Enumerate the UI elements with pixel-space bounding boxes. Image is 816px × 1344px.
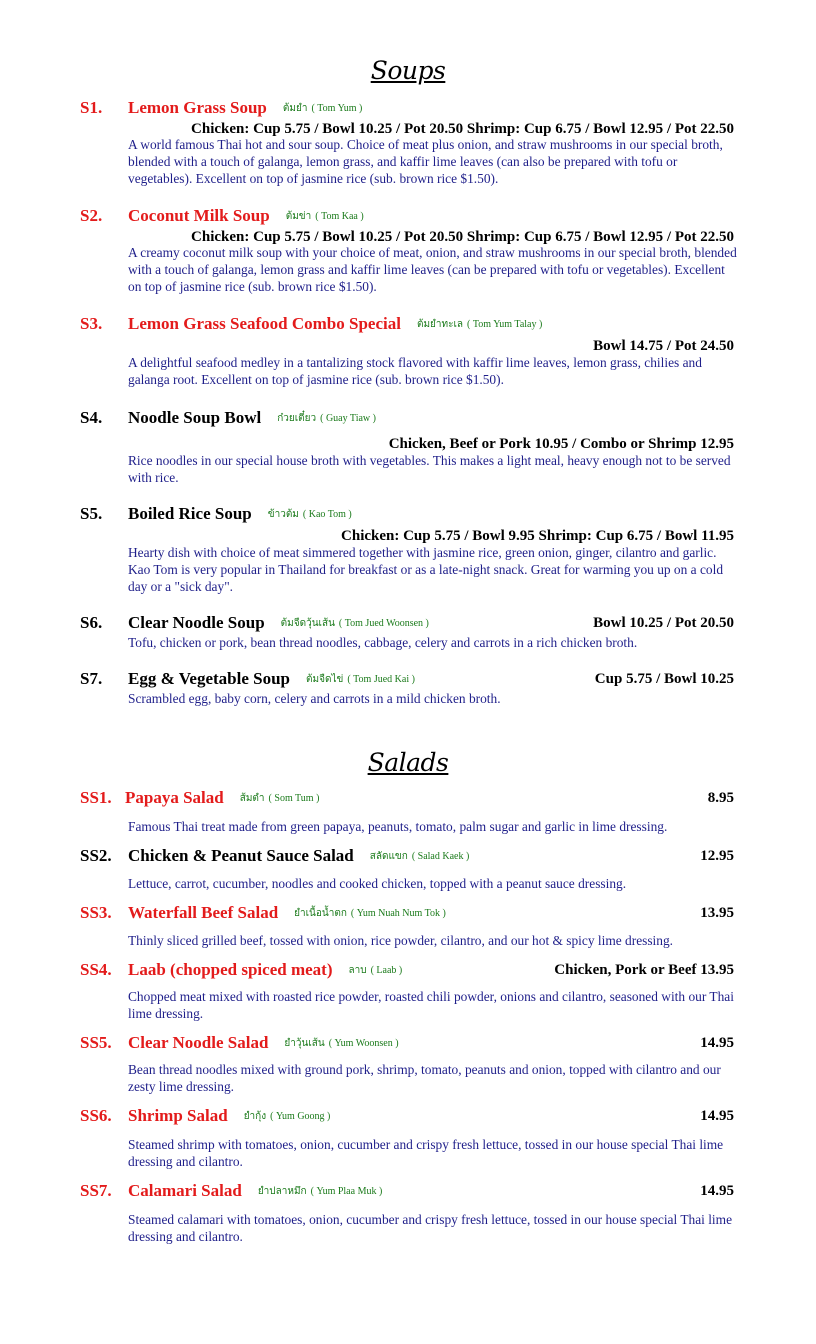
- menu-item-name: [128, 846, 469, 867]
- menu-item-description: Scrambled egg, baby corn, celery and carrots in a mild chicken broth.: [128, 691, 501, 706]
- transliteration: ( Tom Yum ): [311, 103, 363, 114]
- item-name-text: Clear Noodle Soup: [128, 613, 265, 632]
- thai-name: [284, 1038, 398, 1049]
- thai-script: สลัดแขก: [369, 851, 408, 862]
- transliteration: ( Tom Jued Kai ): [347, 674, 415, 685]
- item-name-text: Papaya Salad: [125, 788, 224, 807]
- transliteration: ( Yum Plaa Muk ): [310, 1186, 383, 1197]
- menu-item-description: Famous Thai treat made from green papaya, peanuts, tomato, palm sugar and garlic in lime dressing.: [128, 819, 668, 834]
- transliteration: ( Yum Goong ): [270, 1111, 331, 1122]
- menu-item-price: 14.95: [700, 1035, 734, 1051]
- menu-item-description: Bean thread noodles mixed with ground pork, shrimp, tomato, peanuts and onion, topped with cilantro and our zesty lime dressing.: [128, 1062, 721, 1094]
- thai-name: [281, 618, 429, 629]
- menu-item-name: [128, 504, 352, 525]
- menu-item-description: Steamed calamari with tomatoes, onion, cucumber and crispy fresh lettuce, tossed in our house special Thai lime dressing and cilantro.: [128, 1212, 733, 1244]
- thai-name: [283, 103, 362, 114]
- menu-item-code: S4.: [80, 408, 103, 427]
- menu-item-price: Chicken, Beef or Pork 10.95 / Combo or Shrimp 12.95: [388, 436, 734, 452]
- menu-item-price: 14.95: [700, 1183, 734, 1199]
- menu-item-price: Chicken: Cup 5.75 / Bowl 10.25 / Pot 20.50 Shrimp: Cup 6.75 / Bowl 12.95 / Pot 22.50: [191, 229, 734, 245]
- item-name-text: Calamari Salad: [128, 1181, 242, 1200]
- menu-item-description: Chopped meat mixed with roasted rice powder, roasted chili powder, onions and cilantro, seasoned with our Thai lime dressing.: [128, 989, 734, 1021]
- menu-item-description: A creamy coconut milk soup with your choice of meat, onion, and straw mushrooms in our special broth, blended with a touch of galanga, lemon grass and kaffir lime leaves (can be prepared with tofu or vegetables). Excellent on top of jasmine rice (sub. brown rice $1.50).: [128, 245, 737, 294]
- menu-item-description: Thinly sliced grilled beef, tossed with onion, rice powder, cilantro, and our hot & spicy lime dressing.: [128, 933, 674, 948]
- menu-item-name: [128, 903, 446, 924]
- menu-item-price: 14.95: [700, 1108, 734, 1124]
- thai-script: ยำกุ้ง: [243, 1111, 267, 1122]
- transliteration: ( Guay Tiaw ): [320, 413, 376, 424]
- menu-item-name: [128, 1181, 382, 1202]
- thai-name: [258, 1186, 382, 1197]
- menu-item-description: A world famous Thai hot and sour soup. Choice of meat plus onion, and straw mushrooms in our special broth, blended with a touch of galanga, lemon grass, and kaffir lime leaves (can also be prepared with tofu or vegetables). Excellent on top of jasmine rice (sub. brown rice $1.50).: [128, 137, 723, 186]
- thai-name: [294, 908, 446, 919]
- transliteration: ( Kao Tom ): [302, 509, 352, 520]
- thai-name: [244, 1111, 331, 1122]
- menu-item-code: SS5.: [80, 1033, 112, 1052]
- menu-item-code: SS1.: [80, 788, 112, 807]
- thai-name: [277, 413, 376, 424]
- menu-item-price: Bowl 14.75 / Pot 24.50: [593, 338, 734, 354]
- thai-name: [240, 793, 320, 804]
- menu-item-code: SS7.: [80, 1181, 112, 1200]
- transliteration: ( Salad Kaek ): [411, 851, 470, 862]
- menu-item-description: A delightful seafood medley in a tantalizing stock flavored with kaffir lime leaves, lemon grass, chilies and galanga root. Excellent on top of jasmine rice (sub. brown rice $1.50).: [128, 355, 702, 387]
- item-name-text: Egg & Vegetable Soup: [128, 669, 290, 688]
- menu-item-name: [128, 1106, 330, 1127]
- thai-script: ยำปลาหมึก: [257, 1186, 307, 1197]
- thai-script: ก๋วยเตี๋ยว: [277, 413, 317, 424]
- item-name-text: Waterfall Beef Salad: [128, 903, 279, 922]
- soups-section-title: Soups: [370, 56, 446, 85]
- thai-script: ต้มยำทะเล: [416, 319, 464, 330]
- thai-name: [417, 319, 542, 330]
- transliteration: ( Yum Nuah Num Tok ): [350, 908, 446, 919]
- menu-item-name: [128, 960, 402, 981]
- thai-name: [286, 211, 364, 222]
- menu-item-price: Cup 5.75 / Bowl 10.25: [594, 671, 734, 687]
- menu-item-code: S6.: [80, 613, 103, 632]
- thai-name: [268, 509, 352, 520]
- item-name-text: Coconut Milk Soup: [128, 206, 270, 225]
- menu-item-description: Rice noodles in our special house broth with vegetables. This makes a light meal, heavy enough not to be served with rice.: [128, 453, 731, 485]
- menu-item-name: [128, 1033, 399, 1054]
- menu-item-name: [128, 408, 376, 429]
- menu-item-price: 13.95: [700, 905, 734, 921]
- thai-name: [306, 674, 415, 685]
- thai-script: ต้มข่า: [285, 211, 312, 222]
- menu-item-price: Chicken, Pork or Beef 13.95: [554, 962, 734, 978]
- thai-script: ต้มจืดวุ้นเส้น: [280, 618, 335, 629]
- transliteration: ( Tom Kaa ): [315, 211, 364, 222]
- menu-item-price: 8.95: [707, 790, 734, 806]
- item-name-text: Lemon Grass Soup: [128, 98, 267, 117]
- menu-item-description: Steamed shrimp with tomatoes, onion, cucumber and crispy fresh lettuce, tossed in our house special Thai lime dressing and cilantro.: [128, 1137, 724, 1169]
- menu-item-code: S1.: [80, 98, 103, 117]
- item-name-text: Shrimp Salad: [128, 1106, 228, 1125]
- menu-item-code: S3.: [80, 314, 103, 333]
- menu-item-description: Hearty dish with choice of meat simmered together with jasmine rice, green onion, ginger, cilantro and garlic. Kao Tom is very popular in Thailand for breakfast or as a late-night snack. Great for warming you up on a cold day or a "sick day".: [128, 545, 724, 594]
- menu-item-code: SS4.: [80, 960, 112, 979]
- menu-item-price: 12.95: [700, 848, 734, 864]
- item-name-text: Lemon Grass Seafood Combo Special: [128, 314, 401, 333]
- thai-script: ยำวุ้นเส้น: [284, 1038, 325, 1049]
- menu-item-code: SS6.: [80, 1106, 112, 1125]
- salads-section-title: Salads: [367, 748, 449, 777]
- menu-item-code: S7.: [80, 669, 103, 688]
- thai-script: ลาบ: [348, 965, 367, 976]
- menu-item-price: Chicken: Cup 5.75 / Bowl 9.95 Shrimp: Cup 6.75 / Bowl 11.95: [341, 528, 734, 544]
- transliteration: ( Tom Yum Talay ): [467, 319, 543, 330]
- thai-script: ยำเนื้อน้ำตก: [294, 908, 347, 919]
- thai-script: ต้มจืดไข่: [306, 674, 344, 685]
- menu-item-name: [128, 206, 364, 227]
- transliteration: ( Laab ): [370, 965, 403, 976]
- menu-item-price: Bowl 10.25 / Pot 20.50: [593, 615, 734, 631]
- transliteration: ( Yum Woonsen ): [328, 1038, 399, 1049]
- menu-item-price: Chicken: Cup 5.75 / Bowl 10.25 / Pot 20.50 Shrimp: Cup 6.75 / Bowl 12.95 / Pot 22.50: [191, 121, 734, 137]
- item-name-text: Boiled Rice Soup: [128, 504, 252, 523]
- menu-item-code: S5.: [80, 504, 103, 523]
- item-name-text: Laab (chopped spiced meat): [128, 960, 333, 979]
- menu-item-description: Lettuce, carrot, cucumber, noodles and cooked chicken, topped with a peanut sauce dressing.: [128, 876, 627, 891]
- thai-script: ส้มตำ: [239, 793, 265, 804]
- transliteration: ( Som Tum ): [268, 793, 320, 804]
- menu-item-name: [128, 613, 429, 634]
- menu-item-name: [128, 98, 362, 119]
- menu-item-description: Tofu, chicken or pork, bean thread noodles, cabbage, celery and carrots in a rich chicken broth.: [128, 635, 638, 650]
- item-name-text: Clear Noodle Salad: [128, 1033, 269, 1052]
- item-name-text: Noodle Soup Bowl: [128, 408, 262, 427]
- thai-name: [370, 851, 470, 862]
- menu-item-name: [125, 788, 319, 809]
- thai-script: ต้มยำ: [282, 103, 308, 114]
- transliteration: ( Tom Jued Woonsen ): [338, 618, 429, 629]
- thai-script: ข้าวต้ม: [267, 509, 299, 520]
- menu-item-code: S2.: [80, 206, 103, 225]
- thai-name: [348, 965, 402, 976]
- menu-item-code: SS3.: [80, 903, 112, 922]
- menu-item-code: SS2.: [80, 846, 112, 865]
- item-name-text: Chicken & Peanut Sauce Salad: [128, 846, 354, 865]
- menu-item-name: [128, 669, 415, 690]
- menu-item-name: [128, 314, 542, 335]
